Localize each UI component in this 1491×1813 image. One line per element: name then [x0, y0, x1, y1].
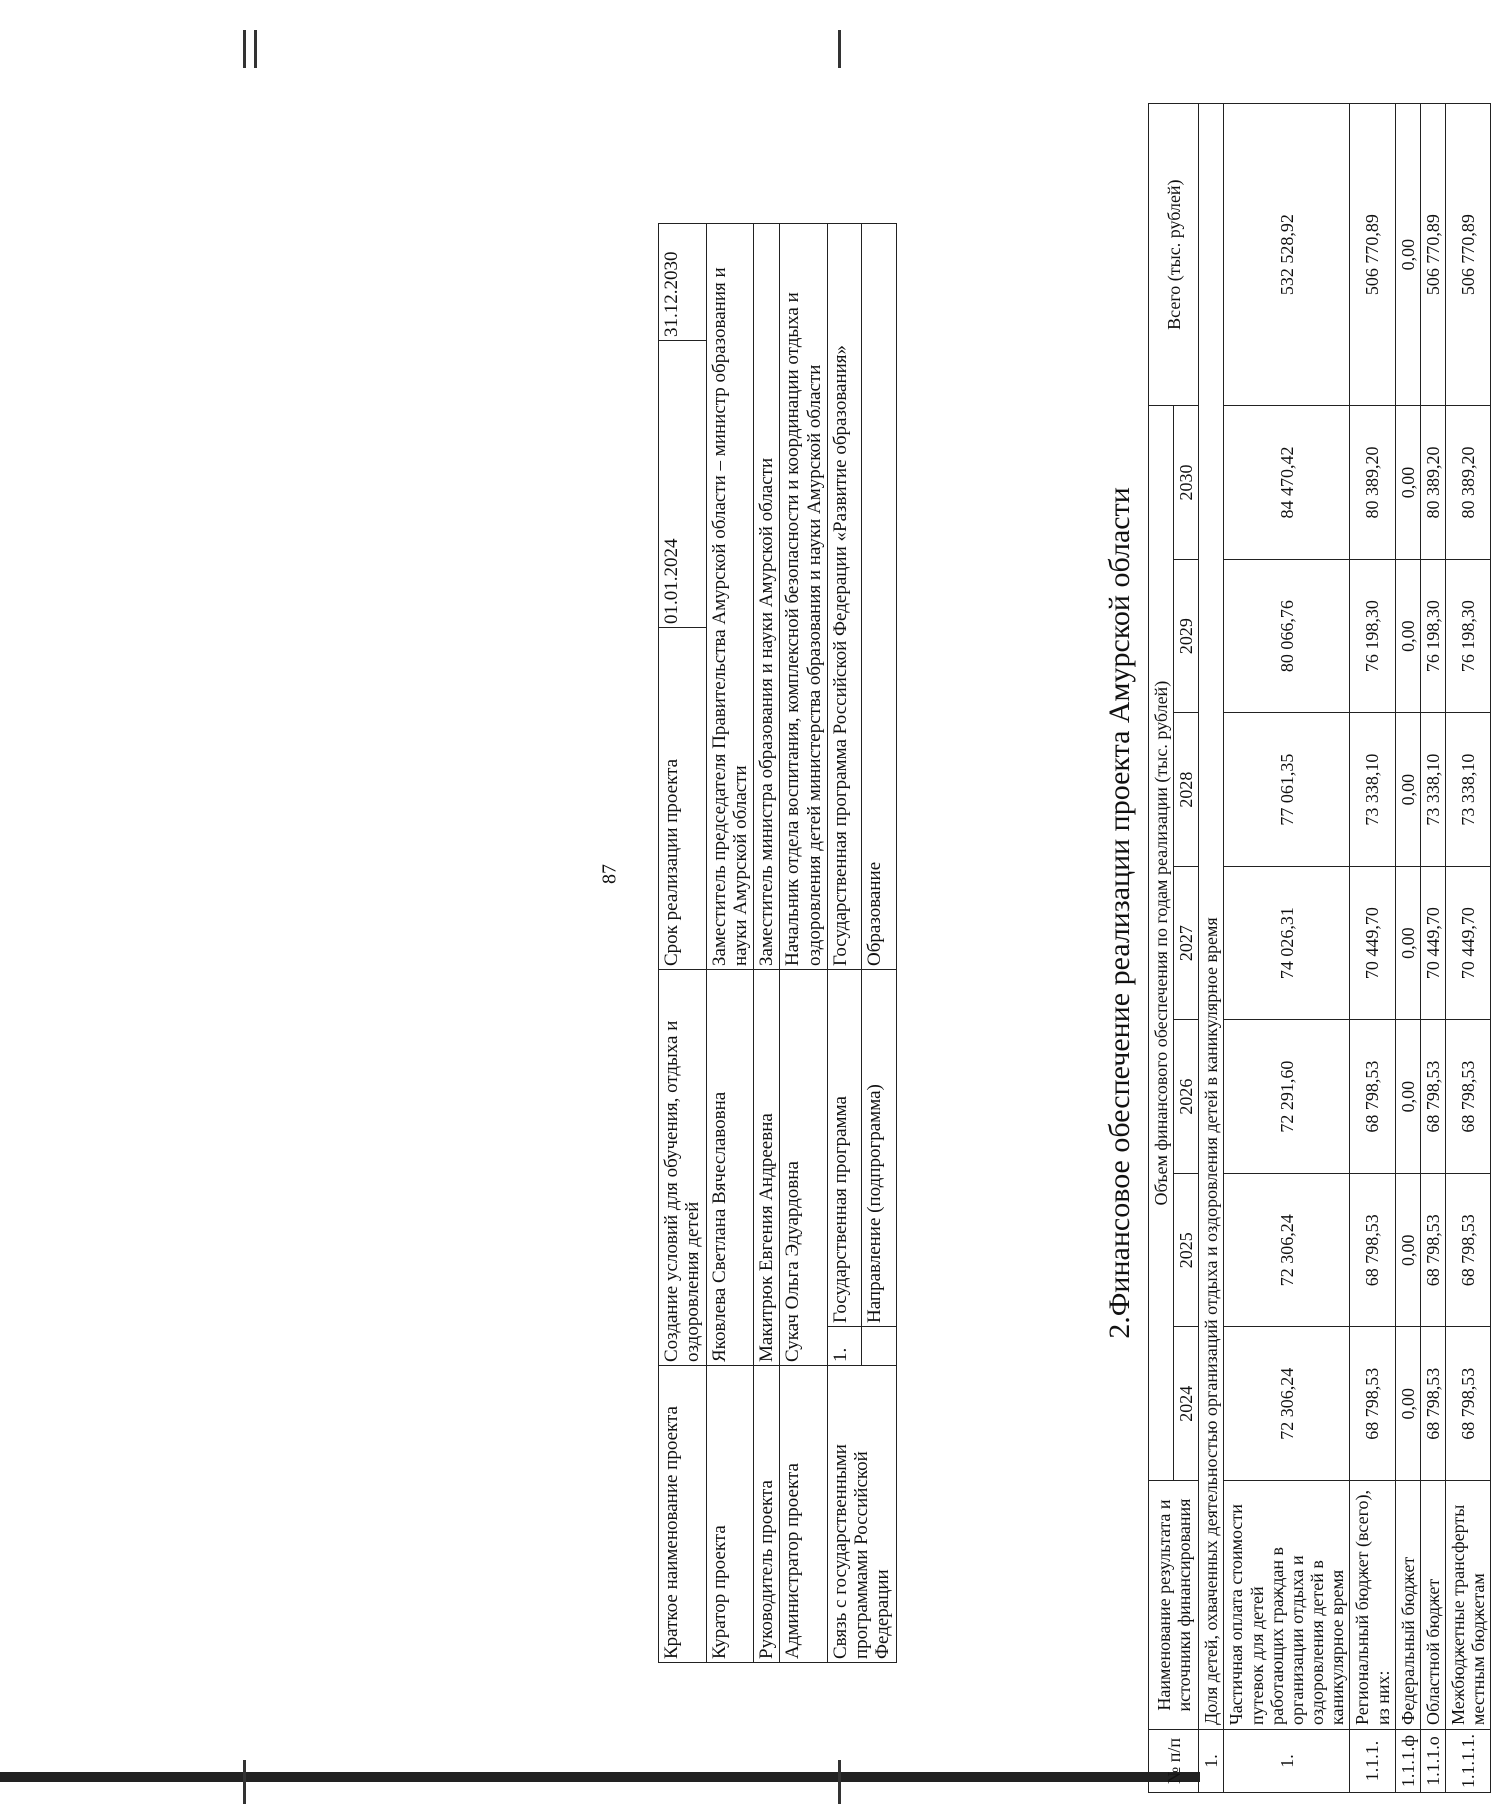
table-row — [1446, 104, 1491, 1793]
row-index: 1.1.1.ф — [1395, 1730, 1420, 1793]
col-name-header: Наименование результата и источники финансирования — [1149, 1481, 1199, 1730]
value-cell: 0,00 — [1395, 1020, 1420, 1174]
value-cell: 73 338,10 — [1420, 713, 1445, 867]
year-header: 2028 — [1174, 713, 1199, 867]
table-row — [827, 224, 861, 1663]
value-cell: 70 449,70 — [1350, 866, 1395, 1020]
table-row — [754, 224, 780, 1663]
section-title: 2.Финансовое обеспечение реализации проекта Амурской области — [1103, 487, 1136, 1339]
value-cell: 80 389,20 — [1446, 406, 1491, 560]
curator-position: Заместитель председателя Правительства Амурской области – министр образования и науки Амурской области — [706, 224, 754, 970]
page-number: 87 — [598, 864, 621, 884]
direction-value: Образование — [862, 224, 896, 970]
value-cell: 72 291,60 — [1224, 1020, 1350, 1174]
empty-cell — [862, 1327, 896, 1366]
value-cell: 73 338,10 — [1446, 713, 1491, 867]
section-row — [1199, 104, 1224, 1793]
row-index: 1. — [1224, 1730, 1350, 1793]
link-label: Связь с государственными программами Российской Федерации — [827, 1366, 896, 1663]
table-row — [1420, 104, 1445, 1793]
row-index: 1.1.1. — [1350, 1730, 1395, 1793]
start-date: 01.01.2024 — [659, 341, 707, 628]
short-name-label: Краткое наименование проекта — [659, 1366, 707, 1663]
row-name: Региональный бюджет (всего), из них: — [1350, 1481, 1395, 1730]
row-name: Областной бюджет — [1420, 1481, 1445, 1730]
value-cell: 70 449,70 — [1420, 866, 1445, 1020]
total-cell: 506 770,89 — [1420, 104, 1445, 406]
value-cell: 80 389,20 — [1350, 406, 1395, 560]
year-header: 2029 — [1174, 559, 1199, 713]
value-cell: 68 798,53 — [1446, 1327, 1491, 1481]
row-name: Межбюджетные трансферты местным бюджетам — [1446, 1481, 1491, 1730]
value-cell: 72 306,24 — [1224, 1173, 1350, 1327]
table-row — [706, 224, 754, 1663]
col-index-header: № п/п — [1149, 1730, 1199, 1793]
term-label: Срок реализации проекта — [659, 628, 707, 970]
curator-label: Куратор проекта — [706, 1366, 754, 1663]
admin-label: Администратор проекта — [780, 1366, 828, 1663]
direction-label: Направление (подпрограмма) — [862, 970, 896, 1327]
value-cell: 68 798,53 — [1446, 1020, 1491, 1174]
value-cell: 68 798,53 — [1420, 1020, 1445, 1174]
value-cell: 76 198,30 — [1420, 559, 1445, 713]
value-cell: 76 198,30 — [1446, 559, 1491, 713]
table-row — [1395, 104, 1420, 1793]
curator-name: Яковлева Светлана Вячеславовна — [706, 970, 754, 1366]
value-cell: 80 066,76 — [1224, 559, 1350, 713]
value-cell: 0,00 — [1395, 713, 1420, 867]
value-cell: 0,00 — [1395, 866, 1420, 1020]
col-years-group-header: Объем финансового обеспечения по годам реализации (тыс. рублей) — [1149, 406, 1174, 1481]
head-position: Заместитель министра образования и науки Амурской области — [754, 224, 780, 970]
year-header: 2026 — [1174, 1020, 1199, 1174]
value-cell: 70 449,70 — [1446, 866, 1491, 1020]
year-header: 2030 — [1174, 406, 1199, 560]
value-cell: 76 198,30 — [1350, 559, 1395, 713]
value-cell: 72 306,24 — [1224, 1327, 1350, 1481]
total-cell: 532 528,92 — [1224, 104, 1350, 406]
value-cell: 68 798,53 — [1446, 1173, 1491, 1327]
finance-table — [1148, 103, 1491, 1793]
total-cell: 0,00 — [1395, 104, 1420, 406]
row-name: Федеральный бюджет — [1395, 1481, 1420, 1730]
table-row — [780, 224, 828, 1663]
value-cell: 68 798,53 — [1350, 1173, 1395, 1327]
value-cell: 80 389,20 — [1420, 406, 1445, 560]
table-header-row — [1149, 104, 1174, 1793]
section-index: 1. — [1199, 1730, 1224, 1793]
short-name-value: Создание условий для обучения, отдыха и оздоровления детей — [659, 970, 707, 1366]
value-cell: 74 026,31 — [1224, 866, 1350, 1020]
link-index: 1. — [827, 1327, 861, 1366]
total-cell: 506 770,89 — [1446, 104, 1491, 406]
row-name: Частичная оплата стоимости путевок для детей работающих граждан в организации отдыха и оздоровления детей в каникулярное время — [1224, 1481, 1350, 1730]
value-cell: 0,00 — [1395, 1173, 1420, 1327]
end-date: 31.12.2030 — [659, 224, 707, 341]
value-cell: 68 798,53 — [1350, 1327, 1395, 1481]
section-text: Доля детей, охваченных деятельностью организаций отдыха и оздоровления детей в каникулярное время — [1199, 104, 1224, 1730]
row-index: 1.1.1.о — [1420, 1730, 1445, 1793]
value-cell: 84 470,42 — [1224, 406, 1350, 560]
head-label: Руководитель проекта — [754, 1366, 780, 1663]
value-cell: 77 061,35 — [1224, 713, 1350, 867]
year-header: 2025 — [1174, 1173, 1199, 1327]
row-index: 1.1.1.1. — [1446, 1730, 1491, 1793]
value-cell: 73 338,10 — [1350, 713, 1395, 867]
table-row — [1350, 104, 1395, 1793]
project-passport-table — [658, 223, 897, 1663]
value-cell: 68 798,53 — [1420, 1327, 1445, 1481]
value-cell: 68 798,53 — [1420, 1173, 1445, 1327]
table-row — [659, 224, 707, 1663]
total-cell: 506 770,89 — [1350, 104, 1395, 406]
value-cell: 0,00 — [1395, 406, 1420, 560]
col-total-header: Всего (тыс. рублей) — [1149, 104, 1199, 406]
year-header: 2024 — [1174, 1327, 1199, 1481]
gov-program-value: Государственная программа Российской Федерации «Развитие образования» — [827, 224, 861, 970]
gov-program-label: Государственная программа — [827, 970, 861, 1327]
year-header: 2027 — [1174, 866, 1199, 1020]
value-cell: 0,00 — [1395, 559, 1420, 713]
admin-name: Сукач Ольга Эдуардовна — [780, 970, 828, 1366]
admin-position: Начальник отдела воспитания, комплексной безопасности и координации отдыха и оздоровления детей министерства образования и науки Амурской области — [780, 224, 828, 970]
table-row — [1224, 104, 1350, 1793]
value-cell: 0,00 — [1395, 1327, 1420, 1481]
value-cell: 68 798,53 — [1350, 1020, 1395, 1174]
head-name: Макитрюк Евгения Андреевна — [754, 970, 780, 1366]
